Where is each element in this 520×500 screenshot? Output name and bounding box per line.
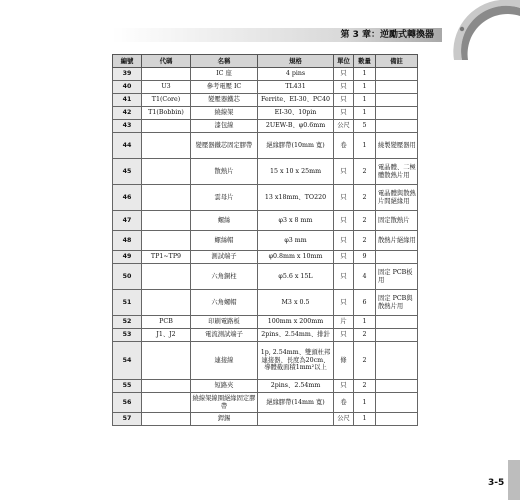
header-spec: 規格 [258, 55, 334, 68]
cell-code [142, 68, 191, 81]
cell-spec: φ0.8mm x 10mm [258, 251, 334, 264]
table-row [113, 81, 418, 94]
cell-unit: 只 [334, 290, 354, 316]
table-row [113, 380, 418, 393]
cell-no: 46 [113, 185, 142, 211]
cell-no: 55 [113, 380, 142, 393]
table-row [113, 329, 418, 342]
cell-no: 51 [113, 290, 142, 316]
cell-note: 散熱片絕緣用 [376, 231, 418, 251]
cell-spec: φ3 x 8 mm [258, 211, 334, 231]
cell-qty: 4 [354, 264, 376, 290]
cell-spec: EI-30、10pin [258, 107, 334, 120]
cell-code: U3 [142, 81, 191, 94]
cell-spec: 4 pins [258, 68, 334, 81]
cell-code: J1、J2 [142, 329, 191, 342]
cell-spec: φ5.6 x 15L [258, 264, 334, 290]
cell-unit: 只 [334, 81, 354, 94]
cell-code [142, 120, 191, 133]
cell-spec: 13 x18mm、TO220 [258, 185, 334, 211]
table-row [113, 393, 418, 413]
header-unit: 單位 [334, 55, 354, 68]
cell-name: 螺絲帽 [191, 231, 258, 251]
table-row [113, 120, 418, 133]
cell-spec: φ3 mm [258, 231, 334, 251]
cell-note: 固定散熱片 [376, 211, 418, 231]
cell-note [376, 380, 418, 393]
cell-unit: 公尺 [334, 413, 354, 426]
cell-name: 測試端子 [191, 251, 258, 264]
cell-no: 50 [113, 264, 142, 290]
cell-qty: 5 [354, 120, 376, 133]
cell-no: 48 [113, 231, 142, 251]
table-row [113, 251, 418, 264]
cell-note [376, 413, 418, 426]
cell-unit: 只 [334, 107, 354, 120]
header-corner-decoration [440, 0, 520, 60]
cell-code [142, 264, 191, 290]
cell-note [376, 329, 418, 342]
cell-note: 繞製變壓器用 [376, 133, 418, 159]
cell-no: 45 [113, 159, 142, 185]
cell-note [376, 107, 418, 120]
cell-code [142, 133, 191, 159]
table-body [113, 68, 418, 426]
cell-unit: 只 [334, 94, 354, 107]
cell-spec: 2pins、2.54mm [258, 380, 334, 393]
cell-qty: 1 [354, 133, 376, 159]
cell-note [376, 251, 418, 264]
cell-code [142, 185, 191, 211]
cell-no: 47 [113, 211, 142, 231]
side-tab [508, 460, 520, 500]
cell-name: 電流測試端子 [191, 329, 258, 342]
cell-code [142, 159, 191, 185]
cell-qty: 2 [354, 231, 376, 251]
cell-note [376, 81, 418, 94]
cell-code [142, 413, 191, 426]
cell-code: T1(Bobbin) [142, 107, 191, 120]
cell-code: T1(Core) [142, 94, 191, 107]
cell-no: 44 [113, 133, 142, 159]
table-row [113, 159, 418, 185]
cell-spec [258, 413, 334, 426]
cell-name: 雲母片 [191, 185, 258, 211]
cell-note [376, 68, 418, 81]
cell-name: 螺絲 [191, 211, 258, 231]
cell-no: 41 [113, 94, 142, 107]
cell-name: 六角銅柱 [191, 264, 258, 290]
cell-unit: 只 [334, 185, 354, 211]
header-note: 備註 [376, 55, 418, 68]
cell-unit: 只 [334, 159, 354, 185]
parts-list-table [112, 54, 418, 426]
cell-qty: 6 [354, 290, 376, 316]
table-header-row [113, 55, 418, 68]
cell-code [142, 380, 191, 393]
cell-unit: 只 [334, 380, 354, 393]
cell-note: 電晶體、二極體散熱片用 [376, 159, 418, 185]
cell-no: 57 [113, 413, 142, 426]
header-code: 代碼 [142, 55, 191, 68]
cell-name: 銲錫 [191, 413, 258, 426]
cell-code [142, 342, 191, 380]
cell-qty: 1 [354, 316, 376, 329]
cell-name: 變壓器鐵芯固定膠帶 [191, 133, 258, 159]
cell-name: 連接線 [191, 342, 258, 380]
cell-no: 56 [113, 393, 142, 413]
cell-note [376, 94, 418, 107]
cell-no: 53 [113, 329, 142, 342]
cell-spec: M3 x 0.5 [258, 290, 334, 316]
cell-no: 54 [113, 342, 142, 380]
cell-unit: 片 [334, 316, 354, 329]
cell-no: 43 [113, 120, 142, 133]
cell-qty: 1 [354, 413, 376, 426]
cell-code: TP1~TP9 [142, 251, 191, 264]
cell-unit: 公尺 [334, 120, 354, 133]
cell-name: 六角螺帽 [191, 290, 258, 316]
cell-spec: TL431 [258, 81, 334, 94]
cell-no: 42 [113, 107, 142, 120]
cell-qty: 1 [354, 393, 376, 413]
cell-note: 電晶體與散熱片間絕緣用 [376, 185, 418, 211]
table-row [113, 107, 418, 120]
cell-name: 變壓器鐵芯 [191, 94, 258, 107]
cell-unit: 只 [334, 211, 354, 231]
cell-qty: 1 [354, 94, 376, 107]
table-row [113, 290, 418, 316]
header-qty: 數量 [354, 55, 376, 68]
cell-note [376, 393, 418, 413]
cell-spec: Ferrite、EI-30、PC40 [258, 94, 334, 107]
page-number: 3-5 [488, 478, 505, 488]
cell-name: 繞線架線圈絕緣固定膠帶 [191, 393, 258, 413]
table-row [113, 316, 418, 329]
cell-spec: 2UEW-B、φ0.6mm [258, 120, 334, 133]
header-name: 名稱 [191, 55, 258, 68]
cell-unit: 條 [334, 342, 354, 380]
cell-name: 繞線架 [191, 107, 258, 120]
cell-no: 39 [113, 68, 142, 81]
cell-qty: 2 [354, 329, 376, 342]
cell-note [376, 316, 418, 329]
cell-qty: 1 [354, 81, 376, 94]
cell-code [142, 211, 191, 231]
table-row [113, 342, 418, 380]
cell-note: 固定 PCB板用 [376, 264, 418, 290]
cell-spec: 絕緣膠帶(10mm 寬) [258, 133, 334, 159]
header-no: 編號 [113, 55, 142, 68]
cell-code: PCB [142, 316, 191, 329]
cell-code [142, 290, 191, 316]
cell-name: IC 座 [191, 68, 258, 81]
cell-unit: 只 [334, 68, 354, 81]
cell-note: 固定 PCB與散熱片用 [376, 290, 418, 316]
cell-spec: 100mm x 200mm [258, 316, 334, 329]
cell-unit: 只 [334, 251, 354, 264]
cell-spec: 1p, 2.54mm、雙頭杜邦連接器、長度為20cm、導體截面積1mm²以上 [258, 342, 334, 380]
chapter-title: 第 3 章：逆勵式轉換器 [340, 30, 434, 40]
cell-name: 參考電壓 IC [191, 81, 258, 94]
cell-qty: 2 [354, 185, 376, 211]
cell-code [142, 393, 191, 413]
cell-note [376, 120, 418, 133]
cell-qty: 2 [354, 159, 376, 185]
cell-qty: 2 [354, 342, 376, 380]
cell-unit: 只 [334, 329, 354, 342]
table-row [113, 264, 418, 290]
cell-spec: 絕緣膠帶(14mm 寬) [258, 393, 334, 413]
cell-qty: 1 [354, 107, 376, 120]
cell-qty: 9 [354, 251, 376, 264]
cell-spec: 2pins、2.54mm、排針 [258, 329, 334, 342]
cell-no: 52 [113, 316, 142, 329]
table-row [113, 185, 418, 211]
cell-unit: 只 [334, 264, 354, 290]
cell-name: 漆包線 [191, 120, 258, 133]
table-row [113, 68, 418, 81]
table-row [113, 231, 418, 251]
cell-unit: 卷 [334, 393, 354, 413]
cell-qty: 2 [354, 380, 376, 393]
cell-note [376, 342, 418, 380]
cell-spec: 15 x 10 x 25mm [258, 159, 334, 185]
cell-name: 散熱片 [191, 159, 258, 185]
table-row [113, 94, 418, 107]
cell-no: 40 [113, 81, 142, 94]
cell-code [142, 231, 191, 251]
table-row [113, 211, 418, 231]
cell-no: 49 [113, 251, 142, 264]
cell-unit: 只 [334, 231, 354, 251]
cell-qty: 1 [354, 68, 376, 81]
cell-name: 印刷電路板 [191, 316, 258, 329]
table-row [113, 133, 418, 159]
cell-qty: 2 [354, 211, 376, 231]
cell-unit: 卷 [334, 133, 354, 159]
cell-name: 短路夾 [191, 380, 258, 393]
table-row [113, 413, 418, 426]
